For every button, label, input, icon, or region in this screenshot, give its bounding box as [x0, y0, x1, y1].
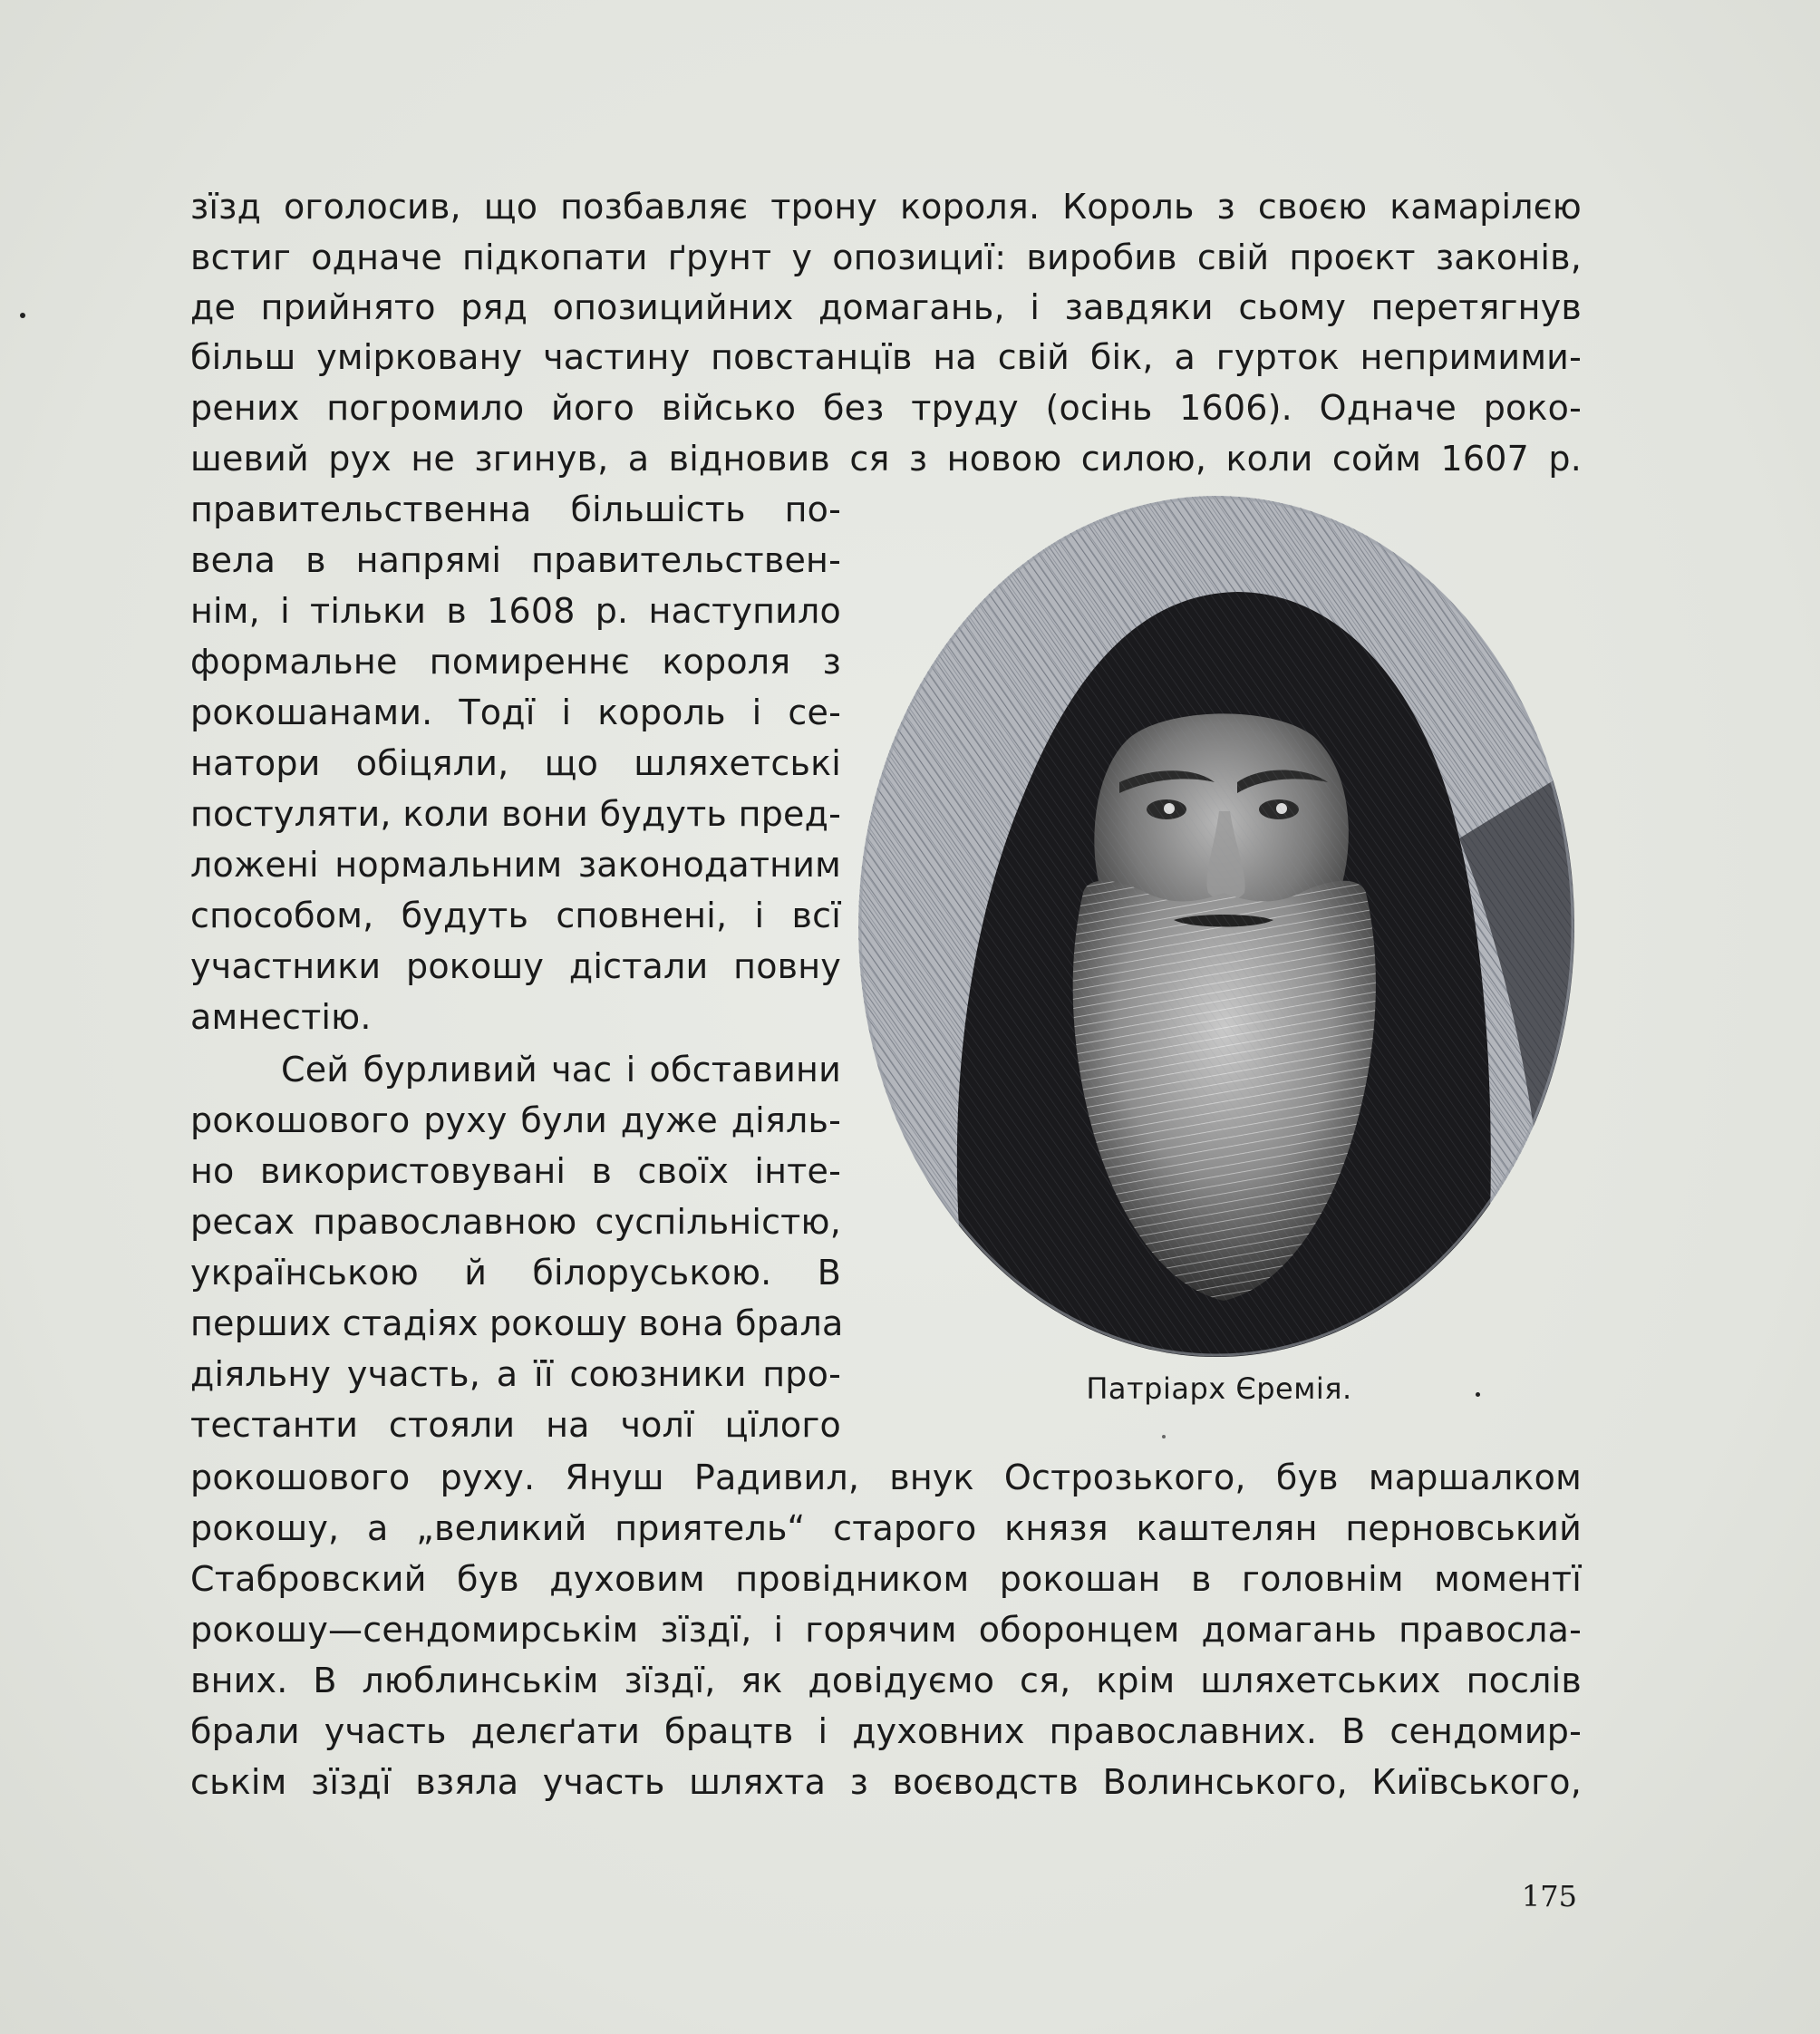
text-line: ресах православною суспільністю, — [190, 1202, 841, 1242]
text-line: рокошу—сендомирськім зїздї, і горячим оборонцем домагань правосла- — [190, 1610, 1582, 1650]
text-line: рених погромило його військо без труду (осінь 1606). Одначе роко- — [190, 388, 1582, 428]
text-line: встиг одначе підкопати ґрунт у опозициї: виробив свій проєкт законів, — [190, 237, 1582, 277]
text-line: перших стадіях рокошу вона брала — [190, 1303, 844, 1343]
text-line: рокошового руху були дуже діяль- — [190, 1100, 841, 1140]
text-line: більш умірковану частину повстанцїв на свій бік, а гурток непримими- — [190, 337, 1582, 377]
dust-speck — [1162, 1435, 1166, 1438]
text-line: Стабровский був духовим провідником рокошан в головнім моментї — [190, 1559, 1582, 1599]
text-line: амнестію. — [190, 997, 372, 1037]
text-line: нім, і тільки в 1608 р. наступило — [190, 591, 841, 631]
text-line: участники рокошу дістали повну — [190, 946, 841, 986]
text-line: правительственна більшість по- — [190, 489, 841, 529]
text-line: рокошового руху. Януш Радивил, внук Острозького, був маршалком — [190, 1458, 1582, 1497]
text-line: шевий рух не згинув, а відновив ся з новою силою, коли сойм 1607 р. — [190, 439, 1582, 479]
portrait-engraving-icon — [857, 494, 1577, 1360]
text-line: зїзд оголосив, що позбавляє трону короля. Король з своєю камарілєю — [190, 187, 1582, 227]
text-line: ськім зїздї взяла участь шляхта з воєводств Волинського, Київського, — [190, 1762, 1582, 1802]
dust-speck — [20, 313, 25, 318]
text-line: де прийнято ряд опозицийних домагань, і завдяки сьому перетягнув — [190, 287, 1582, 327]
text-line: вела в напрямі правительствен- — [190, 540, 841, 580]
text-line: ложені нормальним законодатним — [190, 845, 841, 885]
text-line: натори обіцяли, що шляхетські — [190, 743, 841, 783]
text-line: тестанти стояли на чолї цїлого — [190, 1405, 841, 1445]
text-line: брали участь делєґати брацтв і духовних православних. В сендомир- — [190, 1711, 1582, 1751]
dust-speck — [1476, 1392, 1480, 1397]
text-line: но використовувані в своїх інте- — [190, 1151, 841, 1191]
text-line: постуляти, коли вони будуть пред- — [190, 794, 841, 834]
text-line: вних. В люблинськім зїздї, як довідуємо ся, крім шляхетських послів — [190, 1661, 1582, 1700]
text-line: українською й білоруською. В — [190, 1253, 841, 1293]
text-line: Сей бурливий час і обставини — [281, 1050, 841, 1090]
text-line: рокошу, а „великий приятель“ старого князя каштелян перновський — [190, 1508, 1582, 1548]
text-line: рокошанами. Тодї і король і се- — [190, 693, 841, 732]
text-line: способом, будуть сповнені, і всї — [190, 896, 841, 935]
text-line: діяльну участь, а її союзники про- — [190, 1354, 841, 1394]
figure-caption: Патріарх Єремія. — [1086, 1371, 1352, 1406]
text-line: формальне помиреннє короля з — [190, 642, 841, 682]
page-number: 175 — [1521, 1879, 1577, 1913]
